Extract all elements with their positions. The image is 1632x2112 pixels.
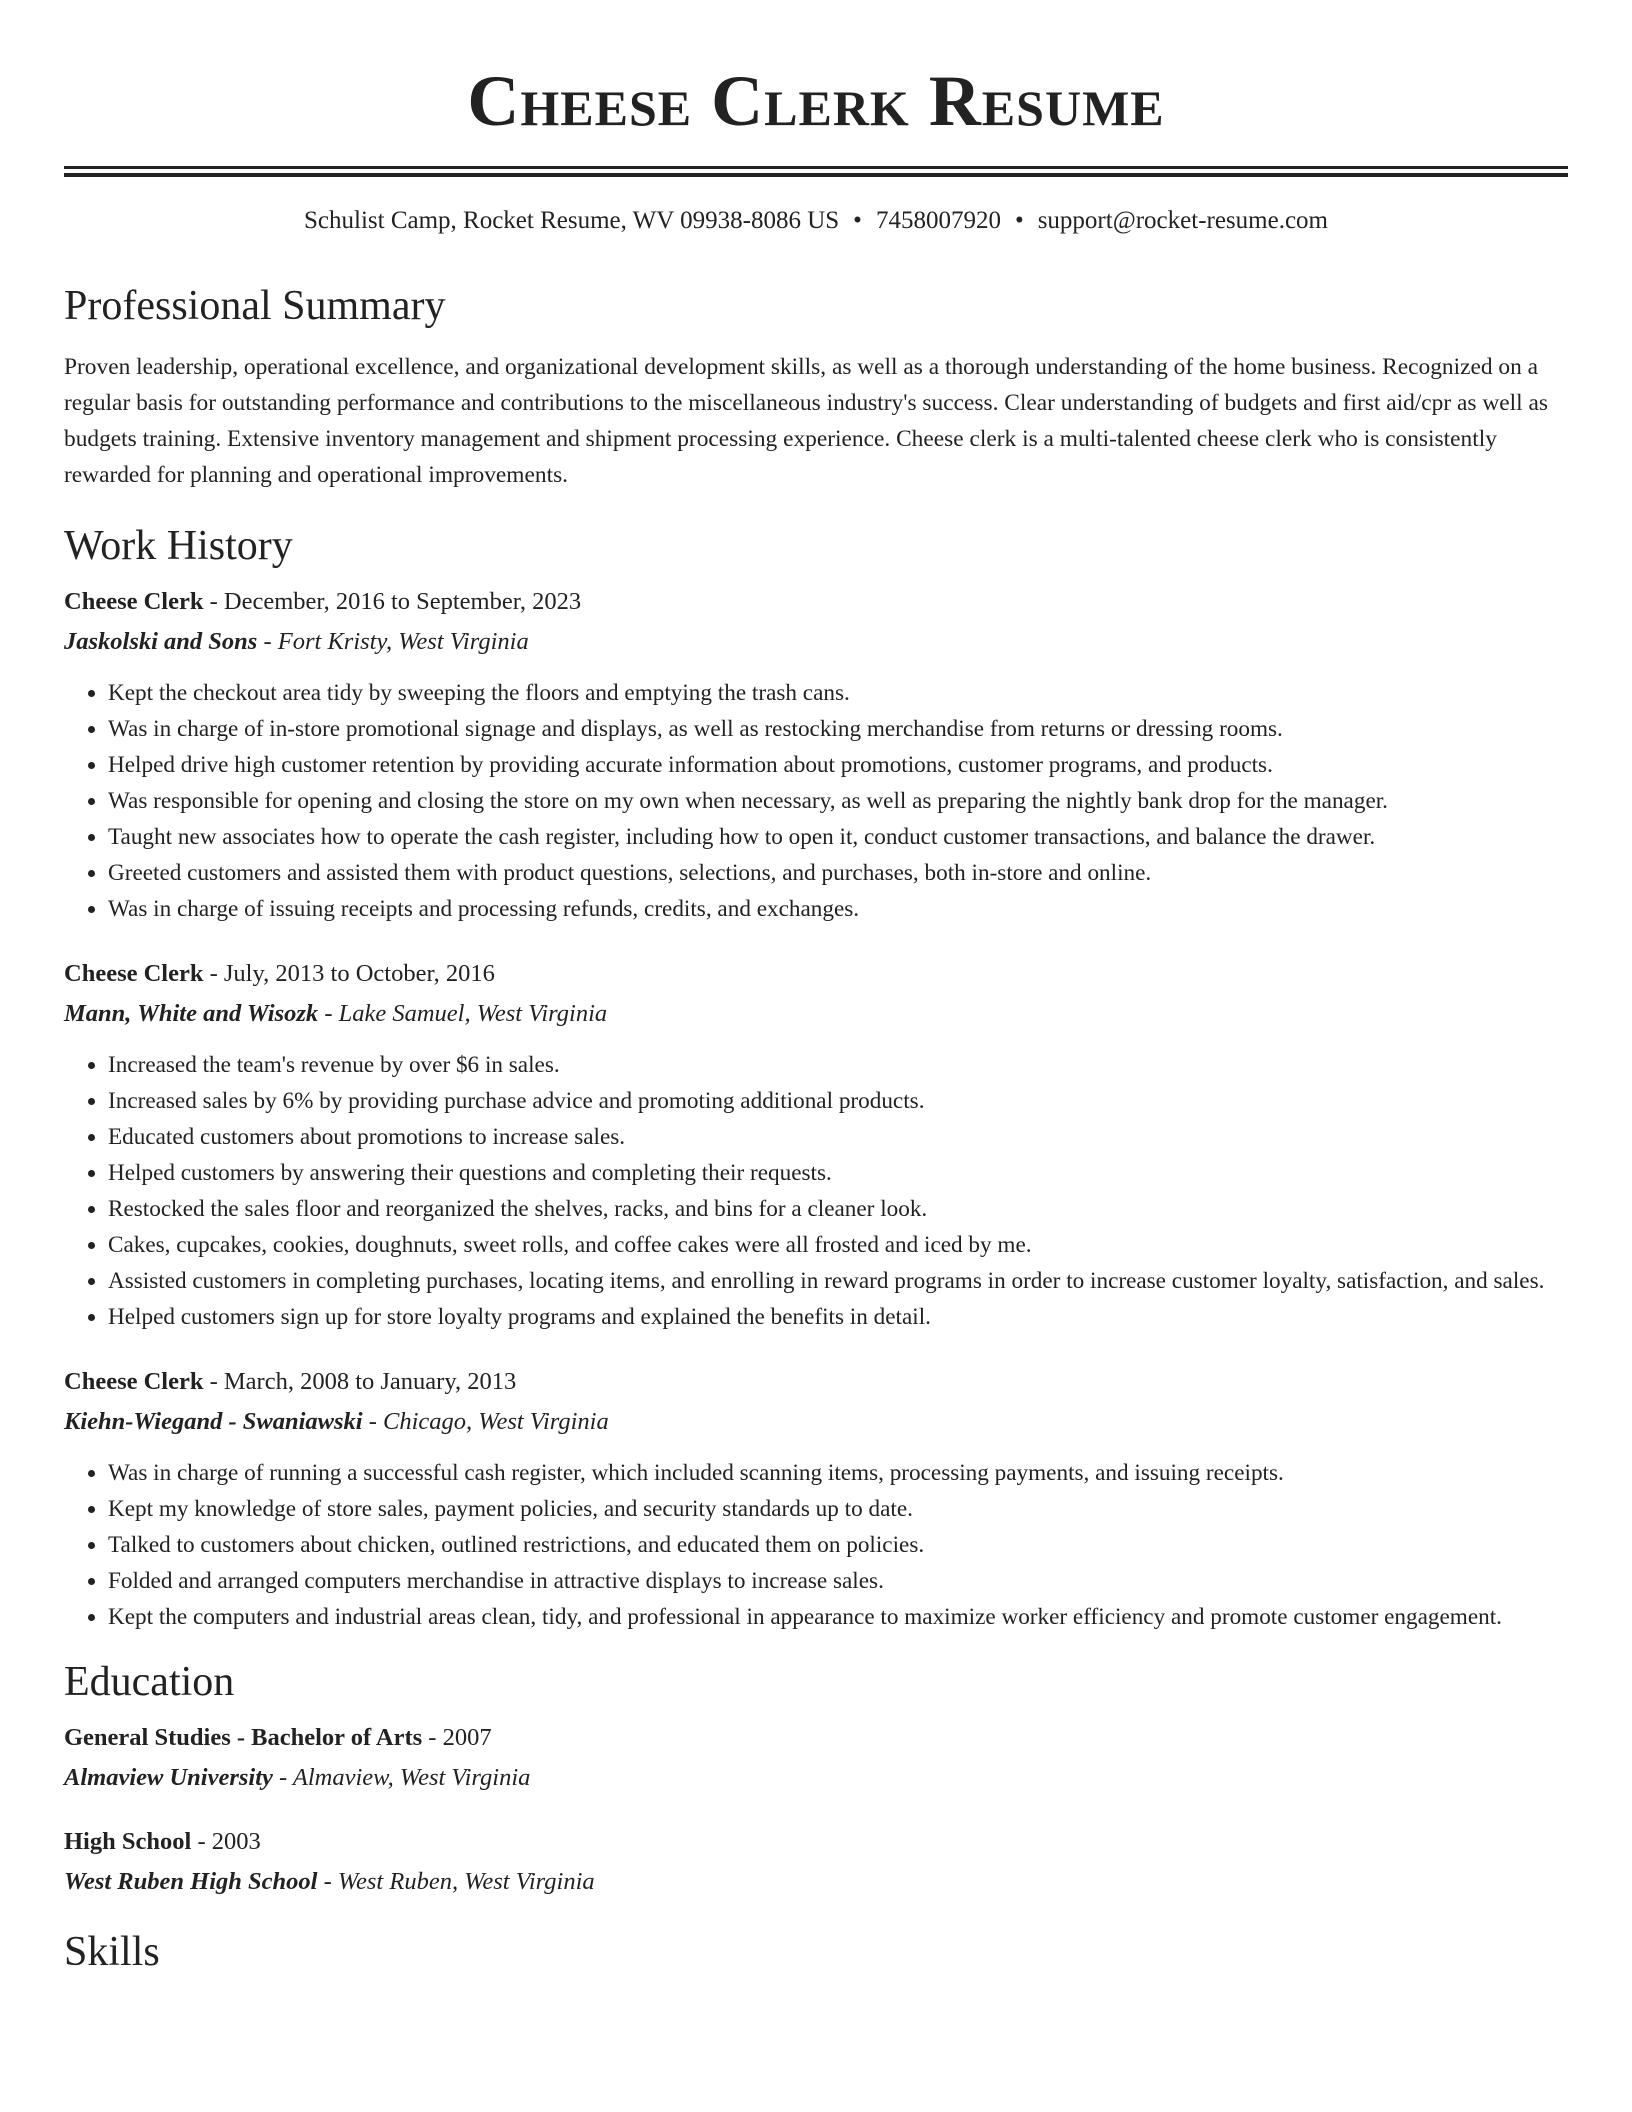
job-bullet: • Folded and arranged computers merchandise in attractive displays to increase sales. <box>108 1563 1568 1599</box>
job-bullet: • Kept the checkout area tidy by sweeping the floors and emptying the trash cans. <box>108 675 1568 711</box>
job-bullet: • Greeted customers and assisted them with product questions, selections, and purchases, both in-store and online. <box>108 855 1568 891</box>
job-location: - Lake Samuel, West Virginia <box>318 1000 608 1027</box>
contact-line <box>64 205 1568 237</box>
job-dates: - July, 2013 to October, 2016 <box>203 960 495 987</box>
job-bullet: • Helped customers sign up for store loyalty programs and explained the benefits in detail. <box>108 1299 1568 1335</box>
education-year: - 2003 <box>191 1828 261 1855</box>
job-bullet: • Was in charge of in-store promotional signage and displays, as well as restocking merchandise from returns or dressing rooms. <box>108 711 1568 747</box>
job-bullet: • Restocked the sales floor and reorganized the shelves, racks, and bins for a cleaner look. <box>108 1191 1568 1227</box>
job-title: Cheese Clerk <box>64 960 204 987</box>
job-bullet: • Was in charge of issuing receipts and processing refunds, credits, and exchanges. <box>108 891 1568 927</box>
contact-separator: • <box>1014 207 1024 234</box>
job-entry <box>64 585 1568 927</box>
education-year: - 2007 <box>422 1724 492 1751</box>
job-bullet: • Increased the team's revenue by over $6 in sales. <box>108 1047 1568 1083</box>
section-heading-skills: Skills <box>64 1929 160 1975</box>
job-bullet: • Was responsible for opening and closing the store on my own when necessary, as well as preparing the nightly bank drop for the manager. <box>108 783 1568 819</box>
education-location: - Almaview, West Virginia <box>272 1764 531 1791</box>
education-location: - West Ruben, West Virginia <box>317 1868 595 1895</box>
job-bullet: • Helped customers by answering their questions and completing their requests. <box>108 1155 1568 1191</box>
education-school-line <box>64 1865 1568 1899</box>
resume-title: Cheese Clerk Resume <box>467 61 1165 141</box>
job-bullet: • Cakes, cupcakes, cookies, doughnuts, sweet rolls, and coffee cakes were all frosted and iced by me. <box>108 1227 1568 1263</box>
job-dates: - December, 2016 to September, 2023 <box>203 588 582 615</box>
education-school-line <box>64 1761 1568 1795</box>
job-company: Mann, White and Wisozk <box>64 1000 319 1027</box>
education-degree-line <box>64 1825 1568 1859</box>
education-school: West Ruben High School <box>64 1868 318 1895</box>
job-bullet: • Kept my knowledge of store sales, payment policies, and security standards up to date. <box>108 1491 1568 1527</box>
job-entry <box>64 1365 1568 1635</box>
summary-text: Proven leadership, operational excellence, and organizational development skills, as well as a thorough understanding of the home business. Recognized on a regular basis for outstanding performance and contributions to the miscellaneous industry's success. Clear understanding of budgets and first aid/cpr as well as budgets training. Extensive inventory management and shipment processing experience. Cheese clerk is a multi-talented cheese clerk who is consistently rewarded for planning and operational improvements. <box>64 354 1548 488</box>
education-school: Almaview University <box>64 1764 273 1791</box>
job-company: Kiehn-Wiegand - Swaniawski <box>64 1408 363 1435</box>
job-entry <box>64 957 1568 1335</box>
job-title: Cheese Clerk <box>64 588 204 615</box>
job-company: Jaskolski and Sons <box>64 628 258 655</box>
section-heading-work-history: Work History <box>64 523 293 569</box>
job-bullet: • Talked to customers about chicken, outlined restrictions, and educated them on policies. <box>108 1527 1568 1563</box>
contact-phone: 7458007920 <box>875 207 1001 234</box>
job-company-line <box>64 625 1568 659</box>
contact-separator: • <box>853 207 862 234</box>
job-title-line <box>64 957 1568 991</box>
job-title: Cheese Clerk <box>64 1368 204 1395</box>
education-degree: General Studies - Bachelor of Arts <box>64 1724 423 1751</box>
job-title-line <box>64 585 1568 619</box>
job-bullet: • Increased sales by 6% by providing purchase advice and promoting additional products. <box>108 1083 1568 1119</box>
job-bullet: • Educated customers about promotions to increase sales. <box>108 1119 1568 1155</box>
job-bullets <box>64 1455 1568 1635</box>
job-company-line <box>64 1405 1568 1439</box>
job-dates: - March, 2008 to January, 2013 <box>203 1368 517 1395</box>
job-bullets <box>64 675 1568 927</box>
education-entry <box>64 1721 1568 1795</box>
job-bullet: • Kept the computers and industrial areas clean, tidy, and professional in appearance to maximize worker efficiency and promote customer engagement. <box>108 1599 1568 1635</box>
education-degree: High School <box>64 1828 192 1855</box>
contact-email: support@rocket-resume.com <box>1037 207 1328 234</box>
job-title-line <box>64 1365 1568 1399</box>
contact-address: Schulist Camp, Rocket Resume, WV 09938-8086 US <box>304 207 840 234</box>
job-bullet: • Taught new associates how to operate the cash register, including how to open it, conduct customer transactions, and balance the drawer. <box>108 819 1568 855</box>
education-degree-line <box>64 1721 1568 1755</box>
section-heading-summary: Professional Summary <box>64 283 446 329</box>
job-bullet: • Assisted customers in completing purchases, locating items, and enrolling in reward programs in order to increase customer loyalty, satisfaction, and sales. <box>108 1263 1568 1299</box>
job-bullet: • Was in charge of running a successful cash register, which included scanning items, processing payments, and issuing receipts. <box>108 1455 1568 1491</box>
section-heading-education: Education <box>64 1659 235 1705</box>
job-location: - Chicago, West Virginia <box>362 1408 609 1435</box>
title-divider <box>64 166 1568 177</box>
job-bullet: • Helped drive high customer retention by providing accurate information about promotions, customer programs, and products. <box>108 747 1568 783</box>
job-bullets <box>64 1047 1568 1335</box>
job-company-line <box>64 997 1568 1031</box>
job-location: - Fort Kristy, West Virginia <box>257 628 529 655</box>
education-entry <box>64 1825 1568 1899</box>
